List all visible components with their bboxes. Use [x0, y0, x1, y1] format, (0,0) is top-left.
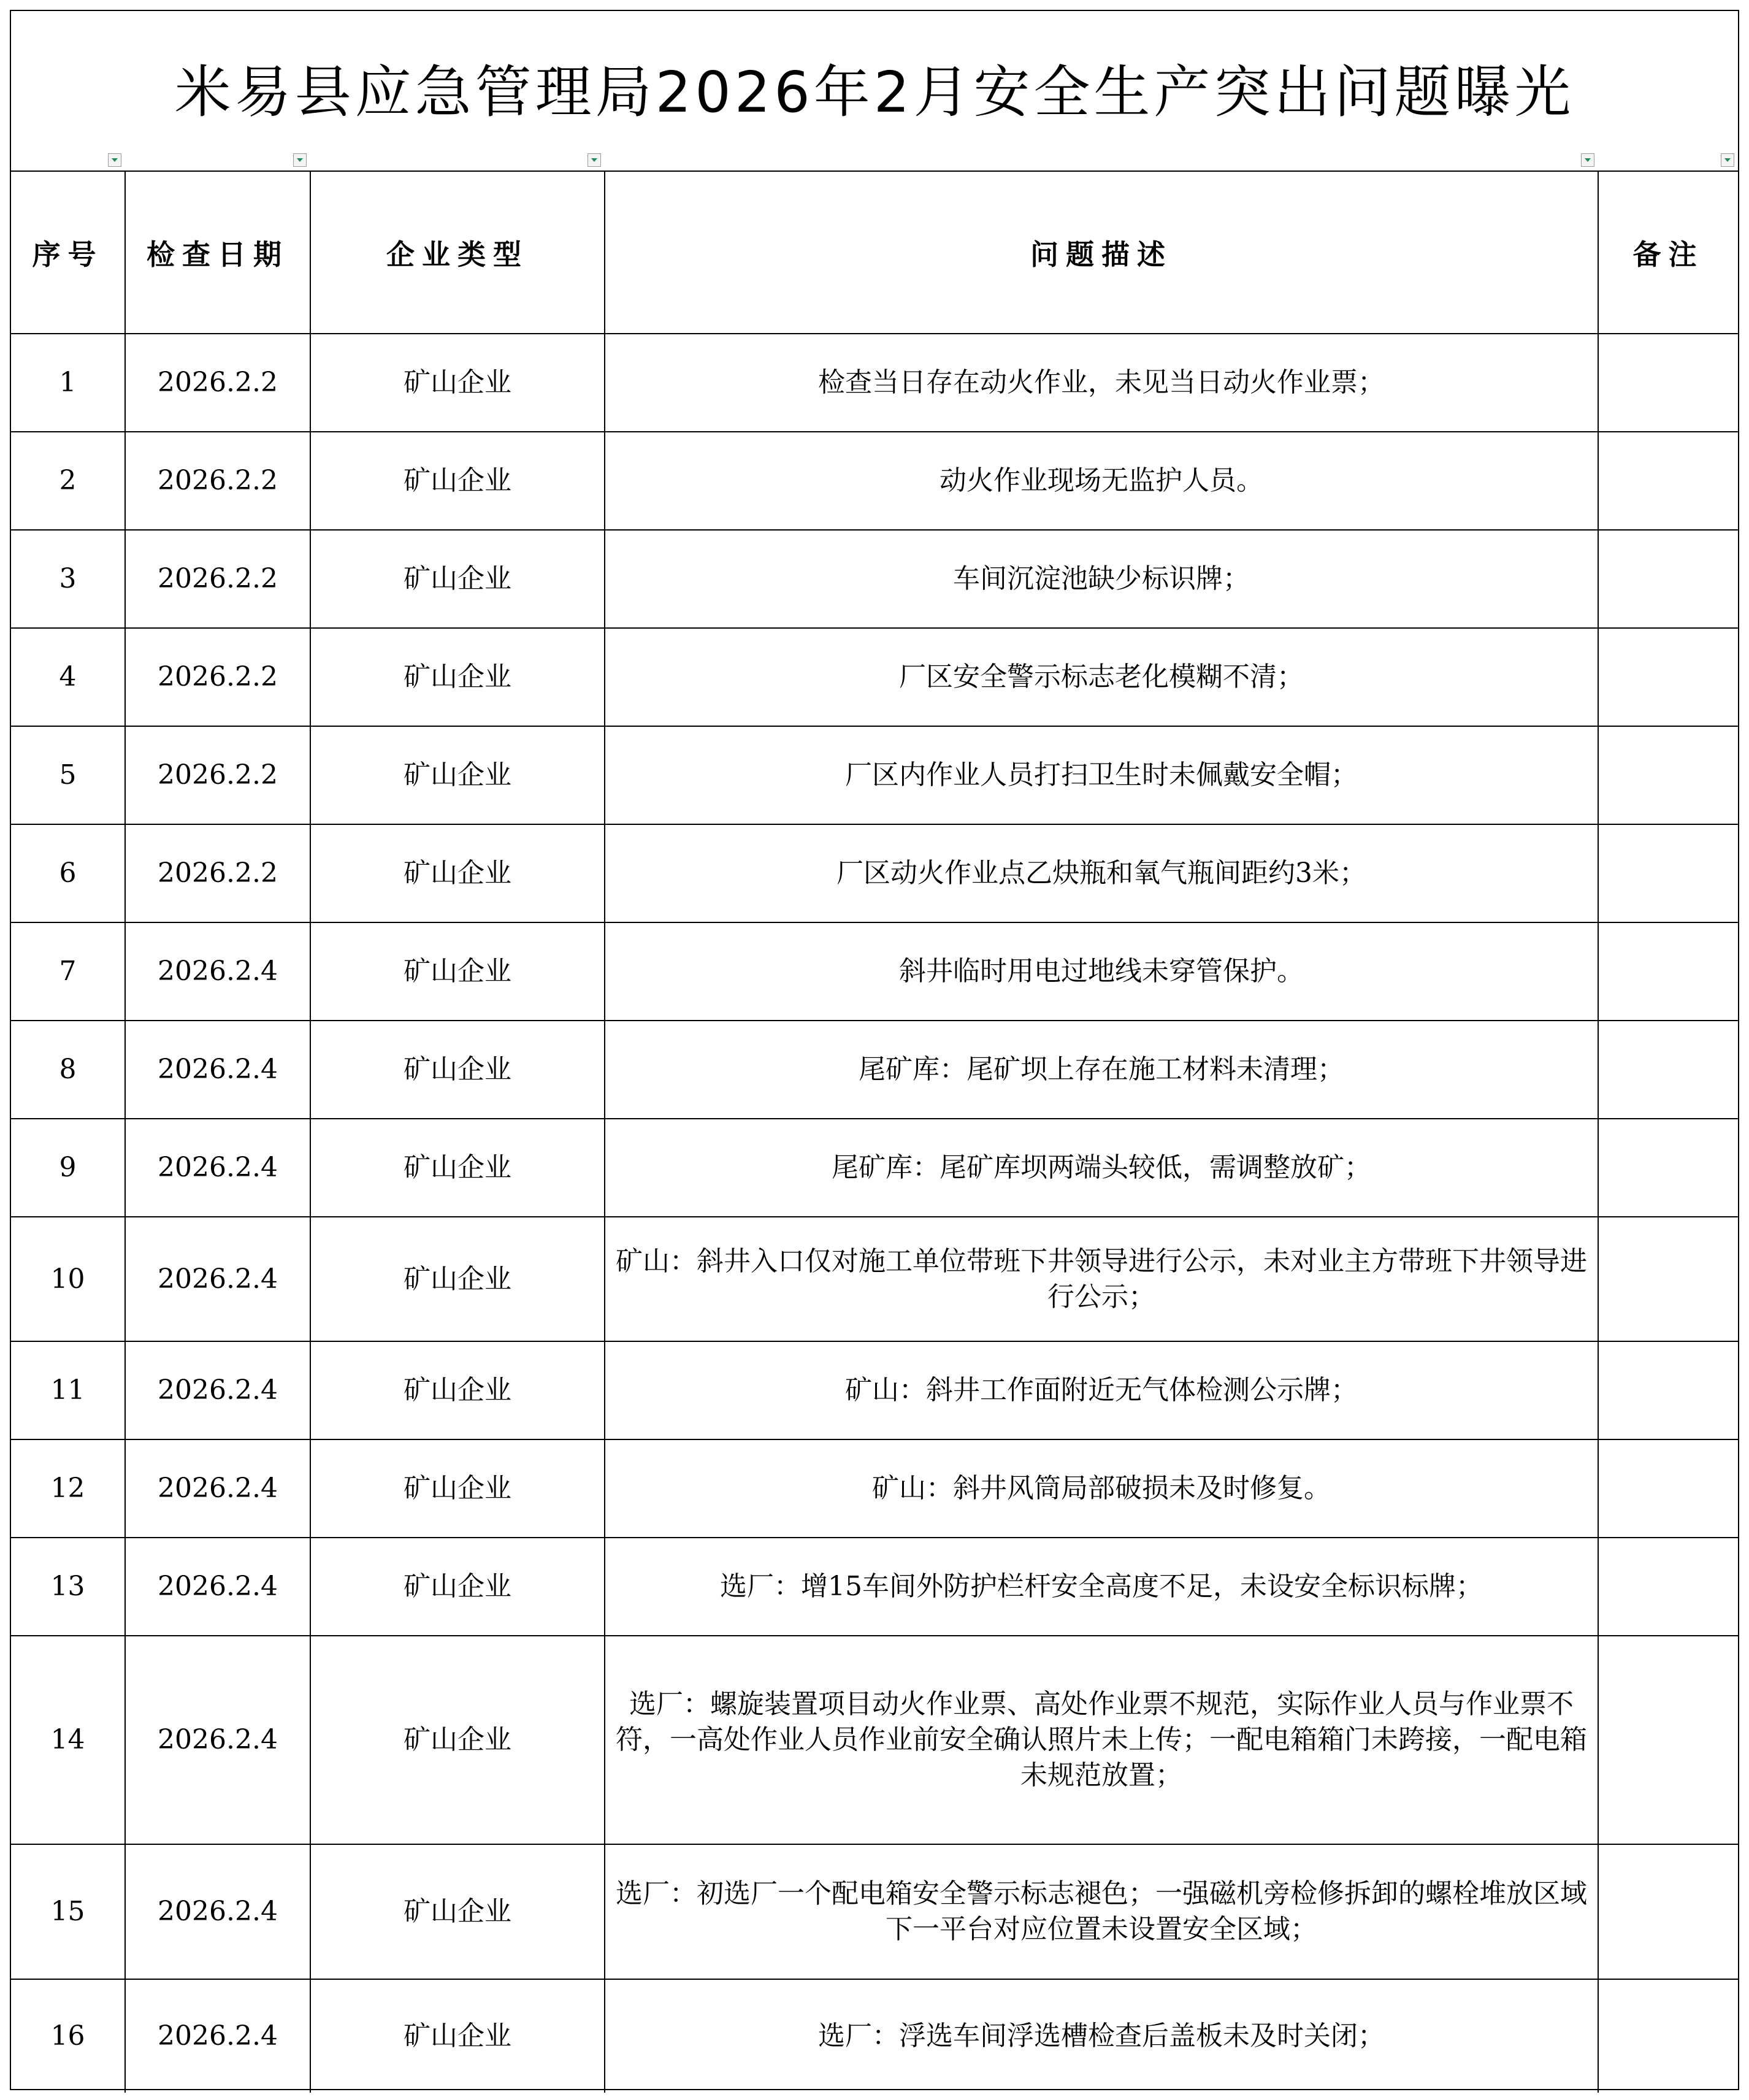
- cell-remarks[interactable]: [1598, 726, 1738, 824]
- table-row: [11, 1341, 1738, 1439]
- cell-inspection-date[interactable]: 2026.2.4: [125, 922, 310, 1021]
- cell-remarks[interactable]: [1598, 1439, 1738, 1538]
- cell-serial-number[interactable]: 2: [11, 432, 125, 530]
- cell-serial-number[interactable]: 6: [11, 824, 125, 922]
- cell-issue-description[interactable]: 检查当日存在动火作业，未见当日动火作业票；: [605, 334, 1598, 432]
- cell-enterprise-type[interactable]: 矿山企业: [310, 1979, 605, 2093]
- cell-serial-number[interactable]: 7: [11, 922, 125, 1021]
- cell-enterprise-type[interactable]: 矿山企业: [310, 530, 605, 628]
- cell-issue-description[interactable]: 尾矿库：尾矿坝上存在施工材料未清理；: [605, 1021, 1598, 1119]
- spreadsheet-sheet: [10, 10, 1739, 2090]
- table-row: [11, 1021, 1738, 1119]
- cell-inspection-date[interactable]: 2026.2.4: [125, 1979, 310, 2093]
- filter-dropdown-col-2[interactable]: [293, 153, 307, 167]
- cell-remarks[interactable]: [1598, 1636, 1738, 1844]
- table-row: [11, 432, 1738, 530]
- cell-serial-number[interactable]: 8: [11, 1021, 125, 1119]
- cell-serial-number[interactable]: 14: [11, 1636, 125, 1844]
- cell-inspection-date[interactable]: 2026.2.4: [125, 1217, 310, 1341]
- cell-enterprise-type[interactable]: 矿山企业: [310, 1844, 605, 1979]
- filter-dropdown-col-3[interactable]: [587, 153, 601, 167]
- filter-arrow-icon: [591, 158, 597, 162]
- table-row: [11, 530, 1738, 628]
- cell-serial-number[interactable]: 4: [11, 628, 125, 726]
- issues-table: [11, 172, 1738, 2093]
- cell-issue-description[interactable]: 尾矿库：尾矿库坝两端头较低，需调整放矿；: [605, 1119, 1598, 1217]
- filter-dropdown-col-5[interactable]: [1721, 153, 1734, 167]
- table-row: [11, 1979, 1738, 2093]
- cell-inspection-date[interactable]: 2026.2.2: [125, 432, 310, 530]
- cell-issue-description[interactable]: 斜井临时用电过地线未穿管保护。: [605, 922, 1598, 1021]
- cell-enterprise-type[interactable]: 矿山企业: [310, 922, 605, 1021]
- cell-remarks[interactable]: [1598, 628, 1738, 726]
- table-row: [11, 1844, 1738, 1979]
- cell-issue-description[interactable]: 选厂：浮选车间浮选槽检查后盖板未及时关闭；: [605, 1979, 1598, 2093]
- cell-remarks[interactable]: [1598, 334, 1738, 432]
- cell-inspection-date[interactable]: 2026.2.2: [125, 334, 310, 432]
- cell-remarks[interactable]: [1598, 824, 1738, 922]
- cell-remarks[interactable]: [1598, 1341, 1738, 1439]
- cell-issue-description[interactable]: 矿山：斜井工作面附近无气体检测公示牌；: [605, 1341, 1598, 1439]
- cell-enterprise-type[interactable]: 矿山企业: [310, 824, 605, 922]
- cell-enterprise-type[interactable]: 矿山企业: [310, 1636, 605, 1844]
- cell-remarks[interactable]: [1598, 922, 1738, 1021]
- filter-arrow-icon: [112, 158, 118, 162]
- header-issue-description: 问题描述: [605, 172, 1598, 334]
- cell-inspection-date[interactable]: 2026.2.4: [125, 1538, 310, 1636]
- table-row: [11, 922, 1738, 1021]
- cell-issue-description[interactable]: 矿山：斜井风筒局部破损未及时修复。: [605, 1439, 1598, 1538]
- cell-remarks[interactable]: [1598, 1979, 1738, 2093]
- table-row: [11, 1217, 1738, 1341]
- filter-dropdown-col-1[interactable]: [108, 153, 121, 167]
- header-row: [11, 172, 1738, 334]
- header-enterprise-type: 企业类型: [310, 172, 605, 334]
- cell-remarks[interactable]: [1598, 1538, 1738, 1636]
- cell-issue-description[interactable]: 选厂：初选厂一个配电箱安全警示标志褪色；一强磁机旁检修拆卸的螺栓堆放区域下一平台对应位置未设置安全区域；: [605, 1844, 1598, 1979]
- filter-arrow-icon: [1585, 158, 1591, 162]
- cell-inspection-date[interactable]: 2026.2.2: [125, 530, 310, 628]
- cell-inspection-date[interactable]: 2026.2.4: [125, 1119, 310, 1217]
- table-row: [11, 1119, 1738, 1217]
- page-title: 米易县应急管理局2026年2月安全生产突出问题曝光: [174, 59, 1575, 125]
- header-remarks: 备注: [1598, 172, 1738, 334]
- cell-enterprise-type[interactable]: 矿山企业: [310, 432, 605, 530]
- header-serial-number: 序号: [11, 172, 125, 334]
- cell-serial-number[interactable]: 10: [11, 1217, 125, 1341]
- cell-enterprise-type[interactable]: 矿山企业: [310, 1538, 605, 1636]
- cell-serial-number[interactable]: 16: [11, 1979, 125, 2093]
- cell-enterprise-type[interactable]: 矿山企业: [310, 1341, 605, 1439]
- cell-issue-description[interactable]: 矿山：斜井入口仅对施工单位带班下井领导进行公示，未对业主方带班下井领导进行公示；: [605, 1217, 1598, 1341]
- cell-issue-description[interactable]: 动火作业现场无监护人员。: [605, 432, 1598, 530]
- cell-inspection-date[interactable]: 2026.2.2: [125, 824, 310, 922]
- table-row: [11, 628, 1738, 726]
- cell-enterprise-type[interactable]: 矿山企业: [310, 628, 605, 726]
- cell-serial-number[interactable]: 3: [11, 530, 125, 628]
- table-row: [11, 1439, 1738, 1538]
- filter-arrow-icon: [297, 158, 303, 162]
- filter-dropdown-col-4[interactable]: [1581, 153, 1594, 167]
- cell-remarks[interactable]: [1598, 1119, 1738, 1217]
- cell-enterprise-type[interactable]: 矿山企业: [310, 1119, 605, 1217]
- cell-remarks[interactable]: [1598, 432, 1738, 530]
- cell-serial-number[interactable]: 9: [11, 1119, 125, 1217]
- cell-enterprise-type[interactable]: 矿山企业: [310, 334, 605, 432]
- cell-remarks[interactable]: [1598, 1021, 1738, 1119]
- cell-inspection-date[interactable]: 2026.2.4: [125, 1021, 310, 1119]
- header-inspection-date: 检查日期: [125, 172, 310, 334]
- cell-issue-description[interactable]: 选厂：增15车间外防护栏杆安全高度不足，未设安全标识标牌；: [605, 1538, 1598, 1636]
- cell-enterprise-type[interactable]: 矿山企业: [310, 1021, 605, 1119]
- cell-issue-description[interactable]: 车间沉淀池缺少标识牌；: [605, 530, 1598, 628]
- cell-inspection-date[interactable]: 2026.2.4: [125, 1439, 310, 1538]
- cell-inspection-date[interactable]: 2026.2.4: [125, 1636, 310, 1844]
- cell-inspection-date[interactable]: 2026.2.4: [125, 1341, 310, 1439]
- cell-enterprise-type[interactable]: 矿山企业: [310, 726, 605, 824]
- cell-serial-number[interactable]: 13: [11, 1538, 125, 1636]
- cell-serial-number[interactable]: 1: [11, 334, 125, 432]
- cell-inspection-date[interactable]: 2026.2.2: [125, 726, 310, 824]
- cell-serial-number[interactable]: 5: [11, 726, 125, 824]
- cell-serial-number[interactable]: 15: [11, 1844, 125, 1979]
- cell-issue-description[interactable]: 厂区安全警示标志老化模糊不清；: [605, 628, 1598, 726]
- table-row: [11, 726, 1738, 824]
- cell-serial-number[interactable]: 12: [11, 1439, 125, 1538]
- cell-remarks[interactable]: [1598, 1217, 1738, 1341]
- title-row: [11, 11, 1738, 172]
- cell-issue-description[interactable]: 厂区内作业人员打扫卫生时未佩戴安全帽；: [605, 726, 1598, 824]
- table-row: [11, 1636, 1738, 1844]
- cell-issue-description[interactable]: 选厂：螺旋装置项目动火作业票、高处作业票不规范，实际作业人员与作业票不符，一高处作业人员作业前安全确认照片未上传；一配电箱箱门未跨接，一配电箱未规范放置；: [605, 1636, 1598, 1844]
- cell-issue-description[interactable]: 厂区动火作业点乙炔瓶和氧气瓶间距约3米；: [605, 824, 1598, 922]
- table-row: [11, 824, 1738, 922]
- cell-inspection-date[interactable]: 2026.2.4: [125, 1844, 310, 1979]
- cell-remarks[interactable]: [1598, 1844, 1738, 1979]
- cell-remarks[interactable]: [1598, 530, 1738, 628]
- cell-enterprise-type[interactable]: 矿山企业: [310, 1439, 605, 1538]
- table-row: [11, 334, 1738, 432]
- cell-serial-number[interactable]: 11: [11, 1341, 125, 1439]
- filter-arrow-icon: [1724, 158, 1731, 162]
- cell-inspection-date[interactable]: 2026.2.2: [125, 628, 310, 726]
- cell-enterprise-type[interactable]: 矿山企业: [310, 1217, 605, 1341]
- table-row: [11, 1538, 1738, 1636]
